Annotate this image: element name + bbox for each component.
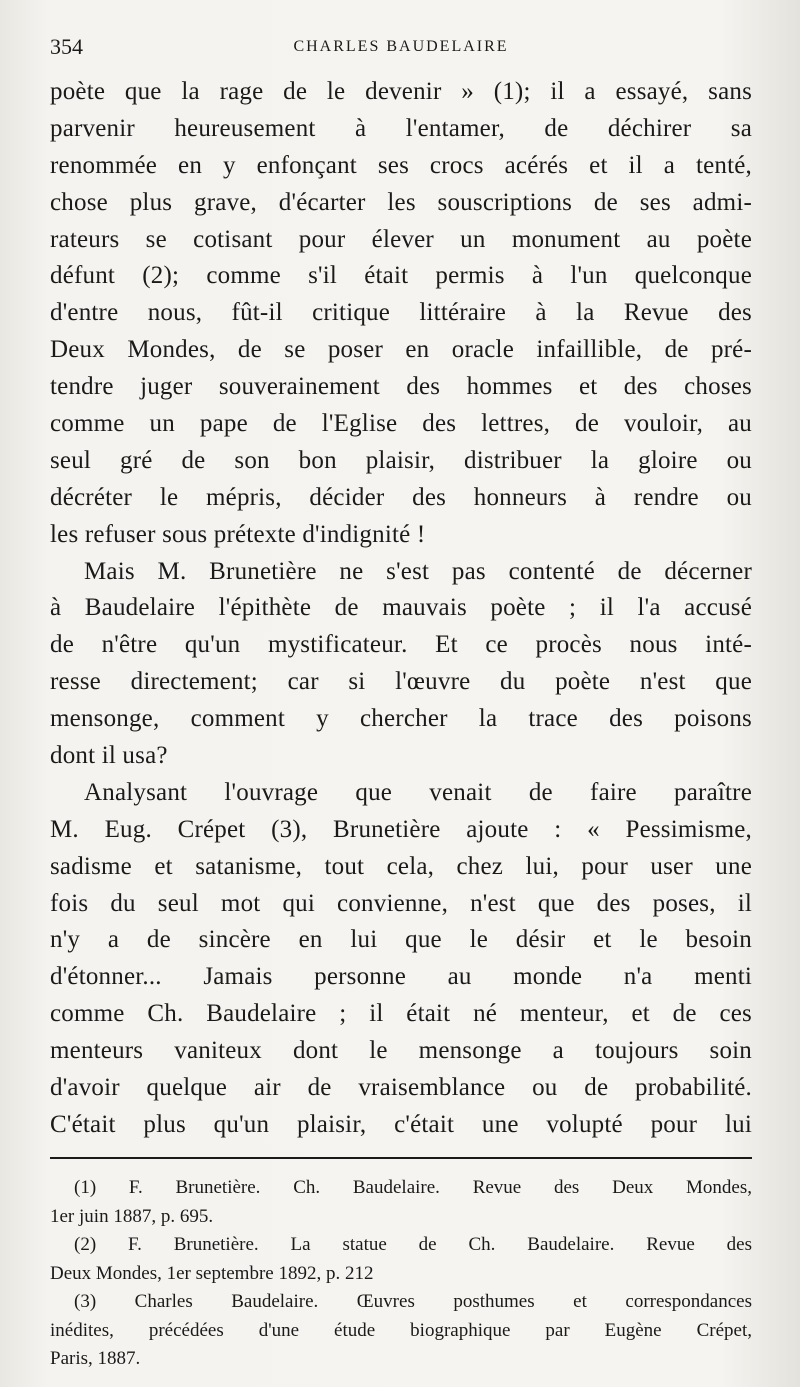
- text-line: défunt (2); comme s'il était permis à l'un quelconque: [50, 262, 752, 290]
- text-line: d'entre nous, fût-il critique littéraire à la Revue des: [50, 299, 752, 327]
- page-number: 354: [50, 34, 83, 59]
- text-line: les refuser sous prétexte d'indignité !: [50, 520, 426, 548]
- footnote-line: (1) F. Brunetière. Ch. Baudelaire. Revue des Deux Mondes,: [74, 1177, 752, 1198]
- text-line: comme un pape de l'Eglise des lettres, de vouloir, au: [50, 410, 752, 438]
- text-line: C'était plus qu'un plaisir, c'était une volupté pour lui: [50, 1110, 752, 1138]
- text-line: seul gré de son bon plaisir, distribuer la gloire ou: [50, 446, 752, 474]
- text-line: menteurs vaniteux dont le mensonge a toujours soin: [50, 1037, 752, 1065]
- footnotes: [50, 1174, 752, 1374]
- text-line: d'avoir quelque air de vraisemblance ou de probabilité.: [50, 1074, 752, 1102]
- footnote-line: (2) F. Brunetière. La statue de Ch. Baudelaire. Revue des: [74, 1234, 752, 1255]
- body-text: [50, 74, 752, 1144]
- text-line: Mais M. Brunetière ne s'est pas contenté de décerner: [84, 557, 752, 585]
- footnote-line: 1er juin 1887, p. 695.: [50, 1205, 214, 1227]
- text-line: M. Eug. Crépet (3), Brunetière ajoute : « Pessimisme,: [50, 815, 752, 843]
- footnote-line: (3) Charles Baudelaire. Œuvres posthumes et correspondances: [74, 1291, 752, 1312]
- text-line: renommée en y enfonçant ses crocs acérés et il a tenté,: [50, 151, 752, 179]
- text-line: rateurs se cotisant pour élever un monument au poète: [50, 225, 752, 253]
- text-line: n'y a de sincère en lui que le désir et le besoin: [50, 926, 752, 954]
- text-line: resse directement; car si l'œuvre du poète n'est que: [50, 668, 752, 696]
- text-line: tendre juger souverainement des hommes et des choses: [50, 373, 752, 401]
- text-line: parvenir heureusement à l'entamer, de déchirer sa: [50, 114, 752, 142]
- text-line: Deux Mondes, de se poser en oracle infaillible, de pré-: [50, 336, 752, 364]
- text-line: à Baudelaire l'épithète de mauvais poète ; il l'a accusé: [50, 594, 752, 622]
- text-line: dont il usa?: [50, 742, 168, 770]
- footnote-divider: [50, 1157, 752, 1159]
- text-line: poète que la rage de le devenir » (1); il a essayé, sans: [50, 78, 752, 105]
- text-line: d'étonner... Jamais personne au monde n'a menti: [50, 963, 752, 991]
- text-line: chose plus grave, d'écarter les souscriptions de ses admi-: [50, 188, 752, 216]
- text-line: décréter le mépris, décider des honneurs à rendre ou: [50, 483, 752, 511]
- text-line: mensonge, comment y chercher la trace des poisons: [50, 705, 752, 733]
- text-line: fois du seul mot qui convienne, n'est que des poses, il: [50, 889, 752, 917]
- running-head: CHARLES BAUDELAIRE: [293, 38, 509, 55]
- page-header: [50, 34, 752, 64]
- text-line: Analysant l'ouvrage que venait de faire paraître: [84, 778, 752, 806]
- footnote-line: Paris, 1887.: [50, 1348, 141, 1369]
- footnote-line: inédites, précédées d'une étude biographique par Eugène Crépet,: [50, 1319, 752, 1341]
- text-line: de n'être qu'un mystificateur. Et ce procès nous inté-: [50, 631, 752, 659]
- text-line: comme Ch. Baudelaire ; il était né menteur, et de ces: [50, 1000, 752, 1028]
- footnote-line: Deux Mondes, 1er septembre 1892, p. 212: [50, 1262, 374, 1284]
- text-line: sadisme et satanisme, tout cela, chez lui, pour user une: [50, 852, 752, 880]
